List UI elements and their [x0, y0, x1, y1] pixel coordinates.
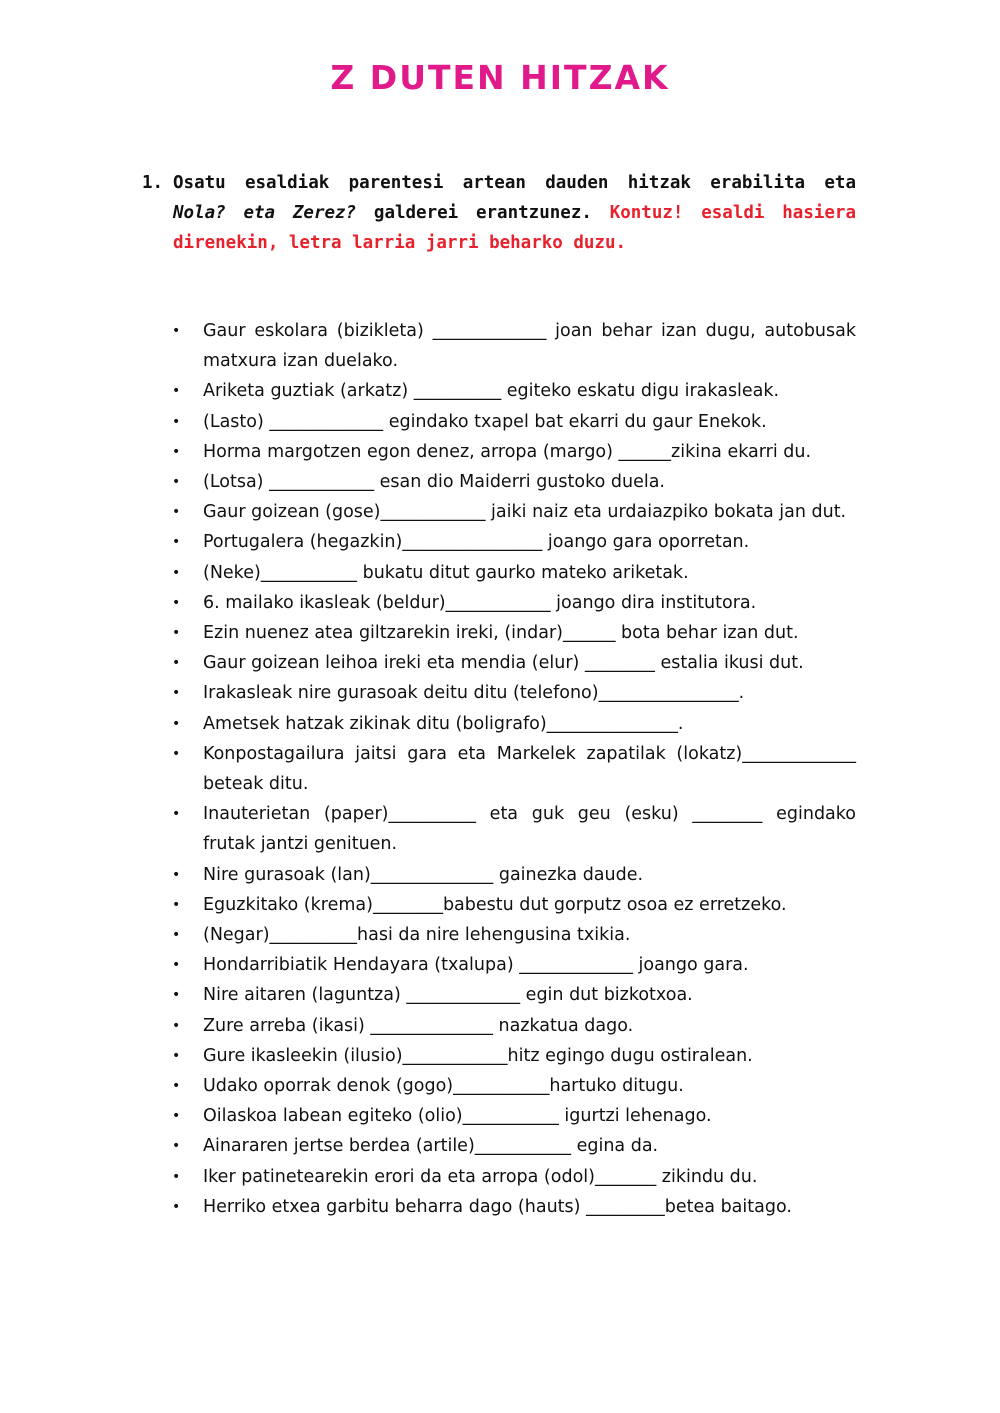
list-item: [172, 1101, 856, 1131]
sentence-text: Hondarribiatik Hendayara (txalupa) _____________ joango gara.: [203, 955, 749, 976]
bullet-icon: •: [172, 534, 181, 551]
list-item: [172, 1131, 856, 1161]
sentence-text: Herriko etxea garbitu beharra dago (hauts) _________betea baitago.: [203, 1196, 792, 1217]
bullet-icon: •: [172, 1078, 181, 1095]
list-item: [172, 1011, 856, 1041]
list-item: [172, 739, 856, 799]
sentence-text: (Negar)__________hasi da nire lehengusina txikia.: [203, 925, 631, 946]
sentence-text: Udako oporrak denok (gogo)___________hartuko ditugu.: [203, 1076, 684, 1097]
instruction-questions: Nola? eta Zerez?: [173, 203, 357, 223]
bullet-icon: •: [172, 413, 181, 430]
sentence-text: Gure ikasleekin (ilusio)____________hitz egingo dugu ostiralean.: [203, 1045, 753, 1066]
sentence-text: Konpostagailura jaitsi gara eta Markelek zapatilak (lokatz)_____________ beteak ditu.: [203, 743, 856, 795]
bullet-icon: •: [172, 383, 181, 400]
sentence-text: Irakasleak nire gurasoak deitu ditu (telefono)________________.: [203, 683, 745, 704]
sentence-text: Zure arreba (ikasi) ______________ nazkatua dago.: [203, 1015, 634, 1036]
bullet-icon: •: [172, 1108, 181, 1125]
bullet-icon: •: [172, 806, 181, 823]
sentence-text: (Neke)___________ bukatu ditut gaurko mateko ariketak.: [203, 562, 689, 583]
list-item: [172, 497, 856, 527]
bullet-icon: •: [172, 564, 181, 581]
bullet-icon: •: [172, 745, 181, 762]
bullet-icon: •: [172, 957, 181, 974]
sentence-text: Ainararen jertse berdea (artile)___________ egina da.: [203, 1136, 659, 1157]
sentence-text: Nire aitaren (laguntza) _____________ egin dut bizkotxoa.: [203, 985, 693, 1006]
bullet-icon: •: [172, 443, 181, 460]
sentence-text: Oilaskoa labean egiteko (olio)___________ igurtzi lehenago.: [203, 1106, 712, 1127]
list-item: [172, 1071, 856, 1101]
instruction-block: [142, 168, 856, 258]
list-item: [172, 316, 856, 376]
sentence-text: Eguzkitako (krema)________babestu dut gorputz osoa ez erretzeko.: [203, 894, 787, 915]
sentence-list: [172, 316, 856, 1222]
instruction-text: [173, 168, 856, 258]
instruction-part-1: Osatu esaldiak parentesi artean dauden hitzak erabilita eta: [173, 173, 856, 193]
bullet-icon: •: [172, 987, 181, 1004]
page-title: Z DUTEN HITZAK: [330, 58, 670, 97]
bullet-icon: •: [172, 1198, 181, 1215]
bullet-icon: •: [172, 323, 181, 339]
sentence-text: Gaur goizean leihoa ireki eta mendia (elur) ________ estalia ikusi dut.: [203, 653, 804, 674]
list-item: [172, 407, 856, 437]
list-item: [172, 558, 856, 588]
bullet-icon: •: [172, 715, 181, 732]
list-item: [172, 920, 856, 950]
sentence-text: Ametsek hatzak zikinak ditu (boligrafo)_______________.: [203, 713, 684, 734]
list-item: [172, 588, 856, 618]
list-item: [172, 527, 856, 557]
list-item: [172, 467, 856, 497]
bullet-icon: •: [172, 474, 181, 491]
sentence-text: Inauterietan (paper)__________ eta guk geu (esku) ________ egindako frutak jantzi genituen.: [203, 804, 856, 855]
sentence-text: Gaur goizean (gose)____________ jaiki naiz eta urdaiazpiko bokata jan dut.: [203, 502, 847, 523]
list-item: [172, 437, 856, 467]
bullet-icon: •: [172, 1017, 181, 1034]
bullet-icon: •: [172, 927, 181, 944]
instruction-part-3: galderei erantzunez.: [356, 203, 610, 223]
list-item: [172, 980, 856, 1010]
bullet-icon: •: [172, 594, 181, 611]
list-item: [172, 1041, 856, 1071]
bullet-icon: •: [172, 685, 181, 702]
sentence-text: Ezin nuenez atea giltzarekin ireki, (indar)______ bota behar izan dut.: [203, 623, 799, 644]
bullet-icon: •: [172, 1047, 181, 1064]
sentence-text: Iker patinetearekin erori da eta arropa (odol)_______ zikindu du.: [203, 1166, 758, 1187]
list-item: [172, 618, 856, 648]
bullet-icon: •: [172, 504, 181, 521]
list-item: [172, 799, 856, 859]
sentence-text: 6. mailako ikasleak (beldur)____________ joango dira institutora.: [203, 592, 757, 613]
instruction-warning: Kontuz! esaldi hasiera direnekin, letra larria jarri beharko duzu.: [173, 203, 856, 253]
bullet-icon: •: [172, 866, 181, 883]
list-item: [172, 1192, 856, 1222]
bullet-icon: •: [172, 1168, 181, 1185]
list-item: [172, 376, 856, 406]
bullet-icon: •: [172, 1138, 181, 1155]
sentence-text: Gaur eskolara (bizikleta) _____________ joan behar izan dugu, autobusak matxura izan duelako.: [203, 321, 856, 372]
bullet-icon: •: [172, 625, 181, 642]
sentence-text: Portugalera (hegazkin)________________ joango gara oporretan.: [203, 532, 750, 553]
bullet-icon: •: [172, 655, 181, 672]
list-item: [172, 678, 856, 708]
instruction-number: 1.: [142, 173, 164, 193]
list-item: [172, 709, 856, 739]
list-item: [172, 648, 856, 678]
sentence-text: Nire gurasoak (lan)______________ gainezka daude.: [203, 864, 644, 885]
sentence-text: (Lotsa) ____________ esan dio Maiderri gustoko duela.: [203, 472, 665, 493]
list-item: [172, 1162, 856, 1192]
sentence-text: (Lasto) _____________ egindako txapel bat ekarri du gaur Enekok.: [203, 411, 767, 432]
sentence-text: Horma margotzen egon denez, arropa (margo) ______zikina ekarri du.: [203, 441, 812, 462]
list-item: [172, 950, 856, 980]
list-item: [172, 860, 856, 890]
bullet-icon: •: [172, 896, 181, 913]
list-item: [172, 890, 856, 920]
sentence-text: Ariketa guztiak (arkatz) __________ egiteko eskatu digu irakasleak.: [203, 381, 780, 402]
